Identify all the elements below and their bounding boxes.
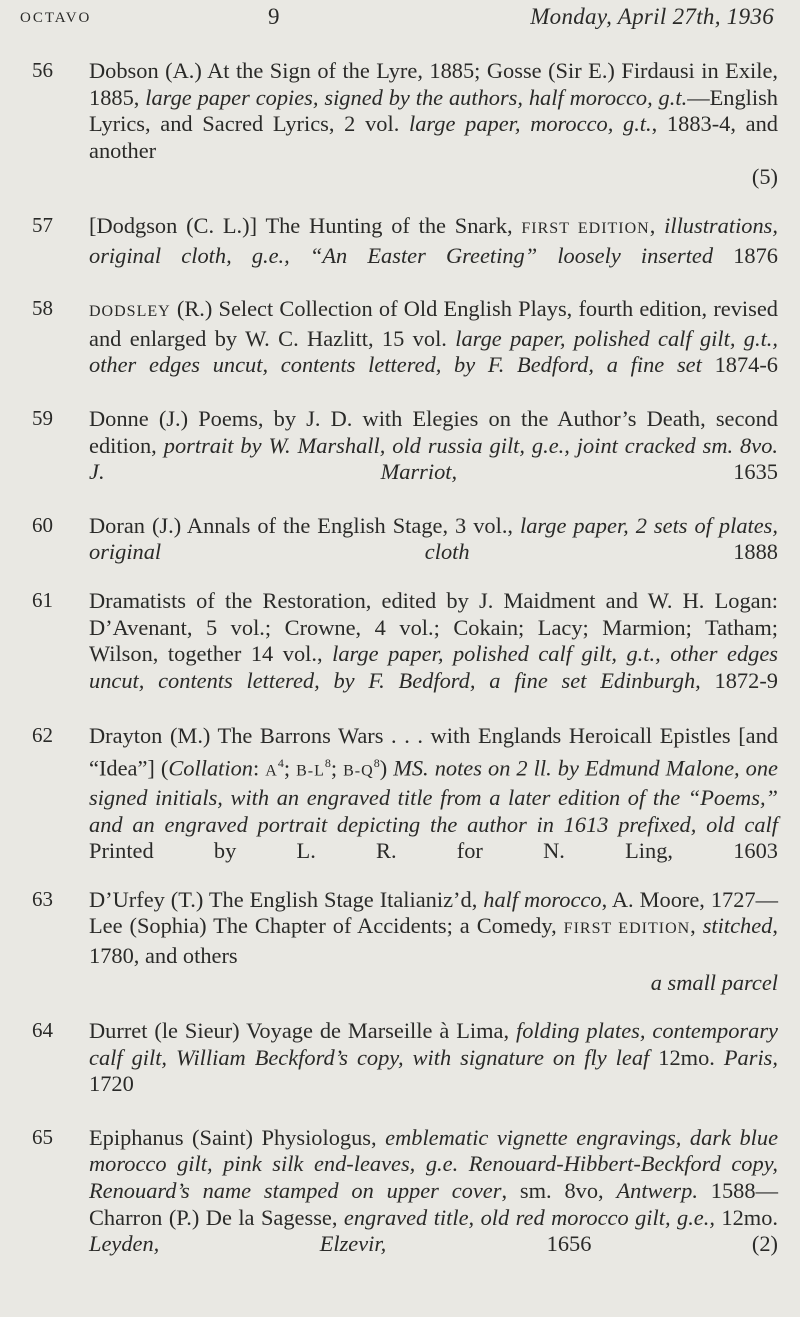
lot-57	[20, 213, 778, 269]
lot-description: Epiphanus (Saint) Physiologus, emblematic vignette engravings, dark blue morocco gilt, pink silk end-leaves, g.e. Renouard-Hibbert-Beckford copy, Renouard’s name stamped on upper cover, sm. 8vo, Antwerp. 1588—Charron (P.) De la Sagesse, engraved title, old red morocco gilt, g.e., 12mo. Leyden, Elzevir, 1656 (2)	[89, 1124, 779, 1257]
lot-description: Dobson (A.) At the Sign of the Lyre, 1885; Gosse (Sir E.) Firdausi in Exile, 1885, large paper copies, signed by the authors, half morocco, g.t.—English Lyrics, and Sacred Lyrics, 2 vol. large paper, morocco, g.t., 1883-4, and another	[89, 58, 778, 163]
lot-59	[20, 406, 778, 486]
lot-description: DODSLEY (R.) Select Collection of Old English Plays, fourth edition, revised and enlarged by W. C. Hazlitt, 15 vol. large paper, polished calf gilt, g.t., other edges uncut, contents lettered, by F. Bedford, a fine set 1874-6	[89, 296, 779, 378]
lot-number: 63	[32, 886, 53, 911]
sale-date: Monday, April 27th, 1936	[530, 4, 774, 29]
lot-description: Durret (le Sieur) Voyage de Marseille à Lima, folding plates, contemporary calf gilt, William Beckford’s copy, with signature on fly leaf 12mo. Paris, 1720	[89, 1018, 778, 1097]
page-header	[20, 4, 778, 32]
lot-number: 59	[32, 405, 53, 430]
lot-quantity: (5)	[751, 164, 778, 190]
lot-quantity: a small parcel	[650, 969, 778, 995]
lot-description: Dramatists of the Restoration, edited by J. Maidment and W. H. Logan: D’Avenant, 5 vol.; Crowne, 4 vol.; Cokain; Lacy; Marmion; Tatham; Wilson, together 14 vol., large paper, polished calf gilt, g.t., other edges uncut, contents lettered, by F. Bedford, a fine set Edinburgh, 1872-9	[89, 587, 779, 693]
lot-description: Doran (J.) Annals of the English Stage, 3 vol., large paper, 2 sets of plates, original cloth 1888	[89, 512, 778, 565]
lot-number: 56	[32, 58, 53, 82]
lot-58	[20, 296, 778, 379]
lot-description: [Dodgson (C. L.)] The Hunting of the Snark, FIRST EDITION, illustrations, original cloth, g.e., “An Easter Greeting” loosely inserted 1876	[89, 212, 778, 268]
lot-56	[20, 58, 778, 191]
page-number: 9	[268, 4, 280, 29]
lot-list	[20, 58, 778, 1258]
lot-number: 64	[32, 1018, 53, 1043]
lot-description: Donne (J.) Poems, by J. D. with Elegies on the Author’s Death, second edition, portrait by W. Marshall, old russia gilt, g.e., joint cracked sm. 8vo. J. Marriot, 1635	[89, 405, 778, 485]
lot-description: D’Urfey (T.) The English Stage Italianiz’d, half morocco, A. Moore, 1727—Lee (Sophia) The Chapter of Accidents; a Comedy, FIRST EDITION, stitched, 1780, and others	[89, 886, 779, 968]
lot-number: 58	[32, 296, 53, 321]
lot-number: 60	[32, 512, 53, 537]
lot-60	[20, 513, 778, 566]
section-title: OCTAVO	[20, 10, 92, 26]
lot-number: 61	[32, 587, 53, 612]
lot-number: 62	[32, 723, 53, 748]
lot-62	[20, 723, 778, 864]
lot-description: Drayton (M.) The Barrons Wars . . . with Englands Heroicall Epistles [and “Idea”] (Collation: $A^4$; $B-L^8$; $B-Q^8$) MS. notes on 2 ll. by Edmund Malone, one signed initials, with an engraved title from a later edition of the “Poems,” and an engraved portrait depicting the author in 1613 prefixed, old calf Printed by L. R. for N. Ling, 1603	[89, 723, 778, 864]
lot-63	[20, 887, 778, 996]
lot-61	[20, 588, 778, 694]
lot-number: 57	[32, 212, 53, 237]
lot-number: 65	[32, 1124, 53, 1149]
lot-64	[20, 1018, 778, 1098]
lot-65	[20, 1125, 778, 1258]
